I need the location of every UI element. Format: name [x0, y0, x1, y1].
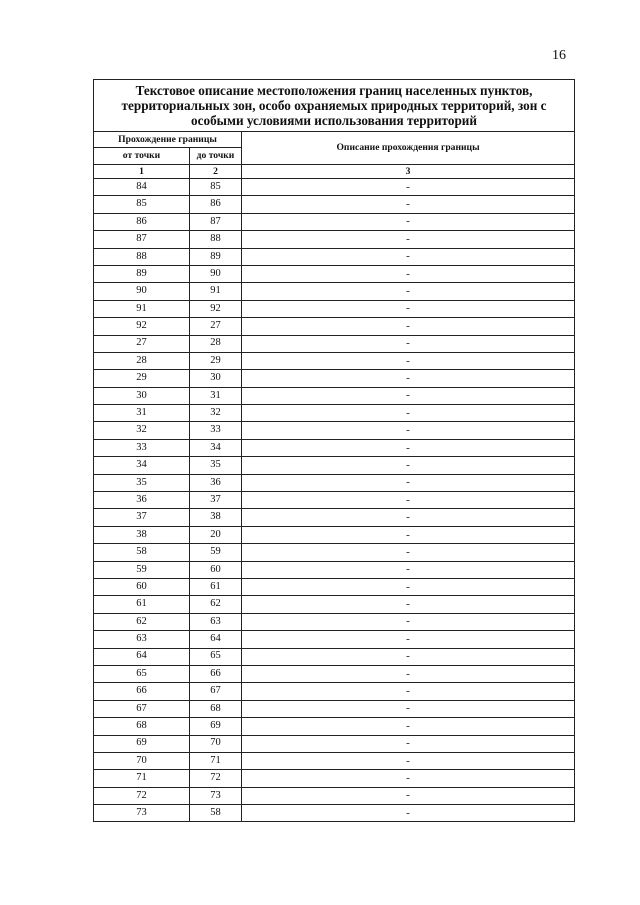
- from-point-cell: 34: [94, 457, 190, 474]
- from-point-cell: 29: [94, 370, 190, 387]
- description-cell: -: [242, 544, 575, 561]
- table-row: [94, 231, 575, 248]
- from-point-cell: 71: [94, 770, 190, 787]
- description-cell: -: [242, 787, 575, 804]
- from-point-cell: 64: [94, 648, 190, 665]
- table-row: [94, 492, 575, 509]
- to-point-cell: 89: [190, 248, 242, 265]
- from-point-cell: 72: [94, 787, 190, 804]
- table-row: [94, 179, 575, 196]
- to-point-cell: 86: [190, 196, 242, 213]
- description-cell: -: [242, 665, 575, 682]
- description-cell: -: [242, 770, 575, 787]
- table-row: [94, 770, 575, 787]
- from-point-cell: 67: [94, 700, 190, 717]
- to-point-cell: 73: [190, 787, 242, 804]
- to-point-cell: 64: [190, 631, 242, 648]
- description-cell: -: [242, 179, 575, 196]
- table-row: [94, 405, 575, 422]
- table-row: [94, 596, 575, 613]
- to-point-cell: 31: [190, 387, 242, 404]
- from-point-cell: 63: [94, 631, 190, 648]
- table-row: [94, 509, 575, 526]
- boundary-table: [93, 79, 575, 822]
- to-point-cell: 35: [190, 457, 242, 474]
- description-cell: -: [242, 596, 575, 613]
- to-point-cell: 60: [190, 561, 242, 578]
- description-cell: -: [242, 474, 575, 491]
- to-point-cell: 69: [190, 718, 242, 735]
- to-point-cell: 68: [190, 700, 242, 717]
- description-cell: -: [242, 196, 575, 213]
- description-cell: -: [242, 439, 575, 456]
- to-point-cell: 90: [190, 265, 242, 282]
- table-row: [94, 318, 575, 335]
- description-cell: -: [242, 631, 575, 648]
- to-point-cell: 32: [190, 405, 242, 422]
- to-point-cell: 28: [190, 335, 242, 352]
- to-point-cell: 30: [190, 370, 242, 387]
- to-point-cell: 88: [190, 231, 242, 248]
- from-point-cell: 88: [94, 248, 190, 265]
- from-point-cell: 60: [94, 578, 190, 595]
- table-row: [94, 265, 575, 282]
- from-point-cell: 85: [94, 196, 190, 213]
- table-body: [94, 179, 575, 822]
- to-point-cell: 27: [190, 318, 242, 335]
- table-row: [94, 248, 575, 265]
- from-point-cell: 36: [94, 492, 190, 509]
- table-row: [94, 544, 575, 561]
- from-point-cell: 61: [94, 596, 190, 613]
- to-point-cell: 66: [190, 665, 242, 682]
- from-point-cell: 92: [94, 318, 190, 335]
- column-number-3: 3: [242, 165, 575, 179]
- header-description: Описание прохождения границы: [242, 132, 575, 165]
- from-point-cell: 69: [94, 735, 190, 752]
- from-point-cell: 35: [94, 474, 190, 491]
- to-point-cell: 70: [190, 735, 242, 752]
- table-row: [94, 805, 575, 822]
- from-point-cell: 28: [94, 352, 190, 369]
- table-row: [94, 387, 575, 404]
- description-cell: -: [242, 648, 575, 665]
- description-cell: -: [242, 318, 575, 335]
- table-row: [94, 613, 575, 630]
- description-cell: -: [242, 335, 575, 352]
- description-cell: -: [242, 805, 575, 822]
- to-point-cell: 87: [190, 213, 242, 230]
- from-point-cell: 66: [94, 683, 190, 700]
- description-cell: -: [242, 509, 575, 526]
- description-cell: -: [242, 700, 575, 717]
- from-point-cell: 68: [94, 718, 190, 735]
- table-row: [94, 439, 575, 456]
- table-row: [94, 631, 575, 648]
- from-point-cell: 65: [94, 665, 190, 682]
- description-cell: -: [242, 387, 575, 404]
- description-cell: -: [242, 248, 575, 265]
- to-point-cell: 33: [190, 422, 242, 439]
- to-point-cell: 29: [190, 352, 242, 369]
- from-point-cell: 37: [94, 509, 190, 526]
- description-cell: -: [242, 370, 575, 387]
- from-point-cell: 38: [94, 526, 190, 543]
- to-point-cell: 36: [190, 474, 242, 491]
- table-row: [94, 648, 575, 665]
- from-point-cell: 62: [94, 613, 190, 630]
- to-point-cell: 92: [190, 300, 242, 317]
- table-row: [94, 283, 575, 300]
- description-cell: -: [242, 561, 575, 578]
- column-number-2: 2: [190, 165, 242, 179]
- description-cell: -: [242, 526, 575, 543]
- to-point-cell: 62: [190, 596, 242, 613]
- table-row: [94, 700, 575, 717]
- column-number-1: 1: [94, 165, 190, 179]
- description-cell: -: [242, 300, 575, 317]
- description-cell: -: [242, 231, 575, 248]
- to-point-cell: 67: [190, 683, 242, 700]
- table-row: [94, 352, 575, 369]
- from-point-cell: 86: [94, 213, 190, 230]
- to-point-cell: 34: [190, 439, 242, 456]
- table-row: [94, 474, 575, 491]
- header-boundary-passage: Прохождение границы: [94, 132, 242, 148]
- to-point-cell: 91: [190, 283, 242, 300]
- description-cell: -: [242, 752, 575, 769]
- description-cell: -: [242, 457, 575, 474]
- table-row: [94, 300, 575, 317]
- to-point-cell: 65: [190, 648, 242, 665]
- to-point-cell: 63: [190, 613, 242, 630]
- to-point-cell: 71: [190, 752, 242, 769]
- table-row: [94, 683, 575, 700]
- from-point-cell: 27: [94, 335, 190, 352]
- to-point-cell: 59: [190, 544, 242, 561]
- table-row: [94, 457, 575, 474]
- to-point-cell: 20: [190, 526, 242, 543]
- from-point-cell: 84: [94, 179, 190, 196]
- table-row: [94, 196, 575, 213]
- from-point-cell: 91: [94, 300, 190, 317]
- description-cell: -: [242, 718, 575, 735]
- description-cell: -: [242, 283, 575, 300]
- description-cell: -: [242, 405, 575, 422]
- table-row: [94, 526, 575, 543]
- description-cell: -: [242, 492, 575, 509]
- to-point-cell: 85: [190, 179, 242, 196]
- table-row: [94, 787, 575, 804]
- from-point-cell: 30: [94, 387, 190, 404]
- table-row: [94, 370, 575, 387]
- header-to-point: до точки: [190, 148, 242, 165]
- from-point-cell: 87: [94, 231, 190, 248]
- to-point-cell: 38: [190, 509, 242, 526]
- from-point-cell: 90: [94, 283, 190, 300]
- to-point-cell: 37: [190, 492, 242, 509]
- from-point-cell: 33: [94, 439, 190, 456]
- from-point-cell: 59: [94, 561, 190, 578]
- table-row: [94, 213, 575, 230]
- table-row: [94, 561, 575, 578]
- description-cell: -: [242, 735, 575, 752]
- from-point-cell: 73: [94, 805, 190, 822]
- description-cell: -: [242, 352, 575, 369]
- table-row: [94, 752, 575, 769]
- from-point-cell: 32: [94, 422, 190, 439]
- page-number: 16: [552, 48, 566, 63]
- from-point-cell: 31: [94, 405, 190, 422]
- description-cell: -: [242, 683, 575, 700]
- description-cell: -: [242, 265, 575, 282]
- description-cell: -: [242, 213, 575, 230]
- to-point-cell: 72: [190, 770, 242, 787]
- description-cell: -: [242, 578, 575, 595]
- table-row: [94, 578, 575, 595]
- description-cell: -: [242, 613, 575, 630]
- table-title: Текстовое описание местоположения границ населенных пунктов, территориальных зон, особо охраняемых природных территорий, зон с особыми условиями использования территорий: [94, 80, 575, 132]
- to-point-cell: 58: [190, 805, 242, 822]
- from-point-cell: 70: [94, 752, 190, 769]
- from-point-cell: 89: [94, 265, 190, 282]
- description-cell: -: [242, 422, 575, 439]
- table-row: [94, 718, 575, 735]
- from-point-cell: 58: [94, 544, 190, 561]
- table-row: [94, 422, 575, 439]
- to-point-cell: 61: [190, 578, 242, 595]
- table-row: [94, 335, 575, 352]
- table-row: [94, 665, 575, 682]
- header-from-point: от точки: [94, 148, 190, 165]
- table-row: [94, 735, 575, 752]
- column-numbers-row: [94, 165, 575, 179]
